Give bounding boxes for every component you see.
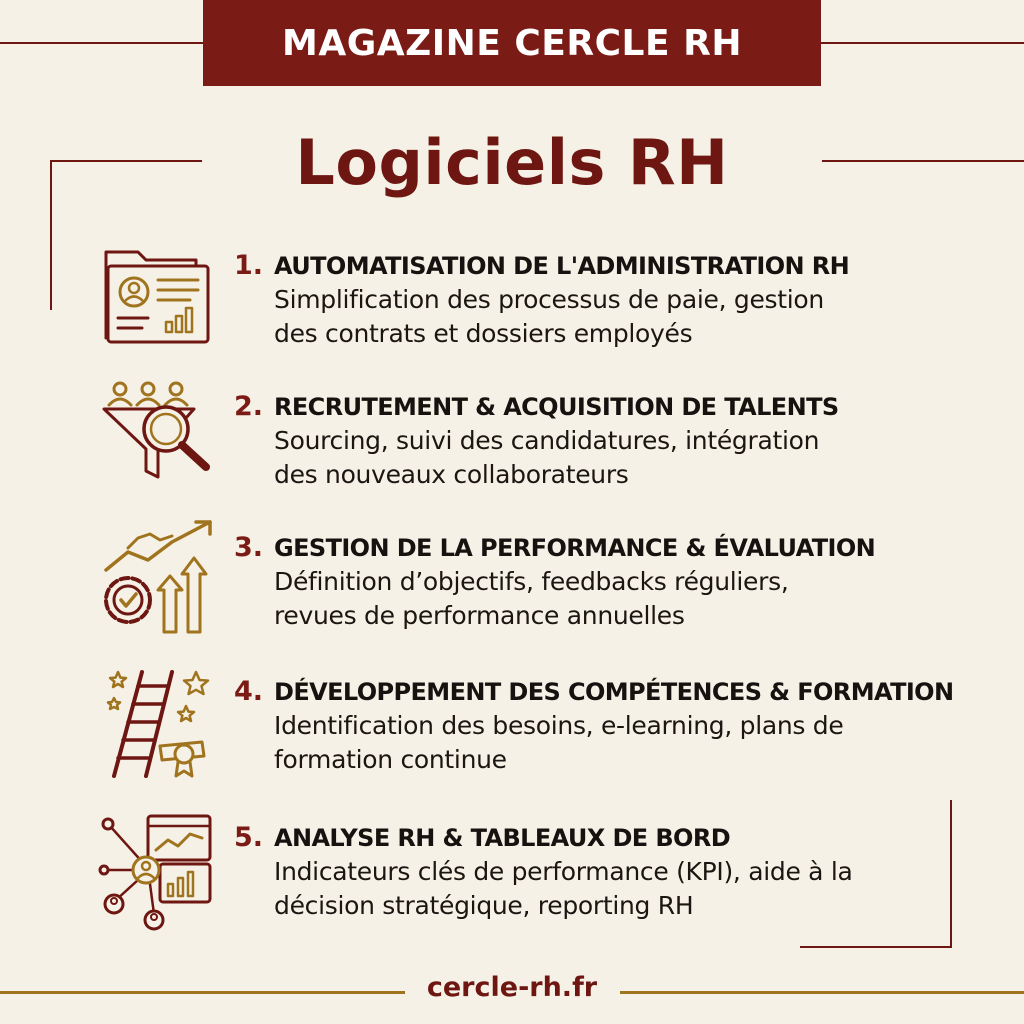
list-item-1 (0, 248, 1024, 368)
list-item-2 (0, 389, 1024, 509)
magazine-banner: MAGAZINE CERCLE RH (203, 0, 821, 86)
employee-file-folder-icon (98, 242, 216, 360)
footer-website: cercle-rh.fr (426, 972, 598, 1003)
banner-rule-right (821, 42, 1024, 44)
item-heading: DÉVELOPPEMENT DES COMPÉTENCES & FORMATION (274, 678, 954, 706)
item-description: Définition d’objectifs, feedbacks réguliers, revues de performance annuelles (274, 567, 789, 630)
item-heading: RECRUTEMENT & ACQUISITION DE TALENTS (274, 393, 839, 421)
list-item-5 (0, 820, 1024, 940)
item-number: 2. (234, 391, 264, 422)
banner-rule-left (0, 42, 203, 44)
item-description: Sourcing, suivi des candidatures, intégration des nouveaux collaborateurs (274, 426, 820, 489)
page-title: Logiciels RH (295, 126, 729, 199)
item-heading: AUTOMATISATION DE L'ADMINISTRATION RH (274, 252, 850, 280)
list-item-4 (0, 674, 1024, 794)
performance-gear-arrows-icon (98, 520, 216, 638)
item-number: 5. (234, 822, 264, 853)
item-number: 4. (234, 676, 264, 707)
list-item-3 (0, 530, 1024, 650)
ladder-stars-diploma-icon (98, 668, 216, 786)
item-description: Simplification des processus de paie, gestion des contrats et dossiers employés (274, 285, 824, 348)
item-description: Indicateurs clés de performance (KPI), aide à la décision stratégique, reporting RH (274, 857, 853, 920)
frame-corner-bottom-right-h (800, 946, 952, 948)
item-description: Identification des besoins, e-learning, plans de formation continue (274, 711, 844, 774)
item-number: 1. (234, 250, 264, 281)
item-heading: GESTION DE LA PERFORMANCE & ÉVALUATION (274, 534, 876, 562)
item-number: 3. (234, 532, 264, 563)
item-heading: ANALYSE RH & TABLEAUX DE BORD (274, 824, 731, 852)
talent-funnel-magnifier-icon (98, 379, 216, 497)
hr-analytics-dashboard-icon (98, 814, 216, 932)
